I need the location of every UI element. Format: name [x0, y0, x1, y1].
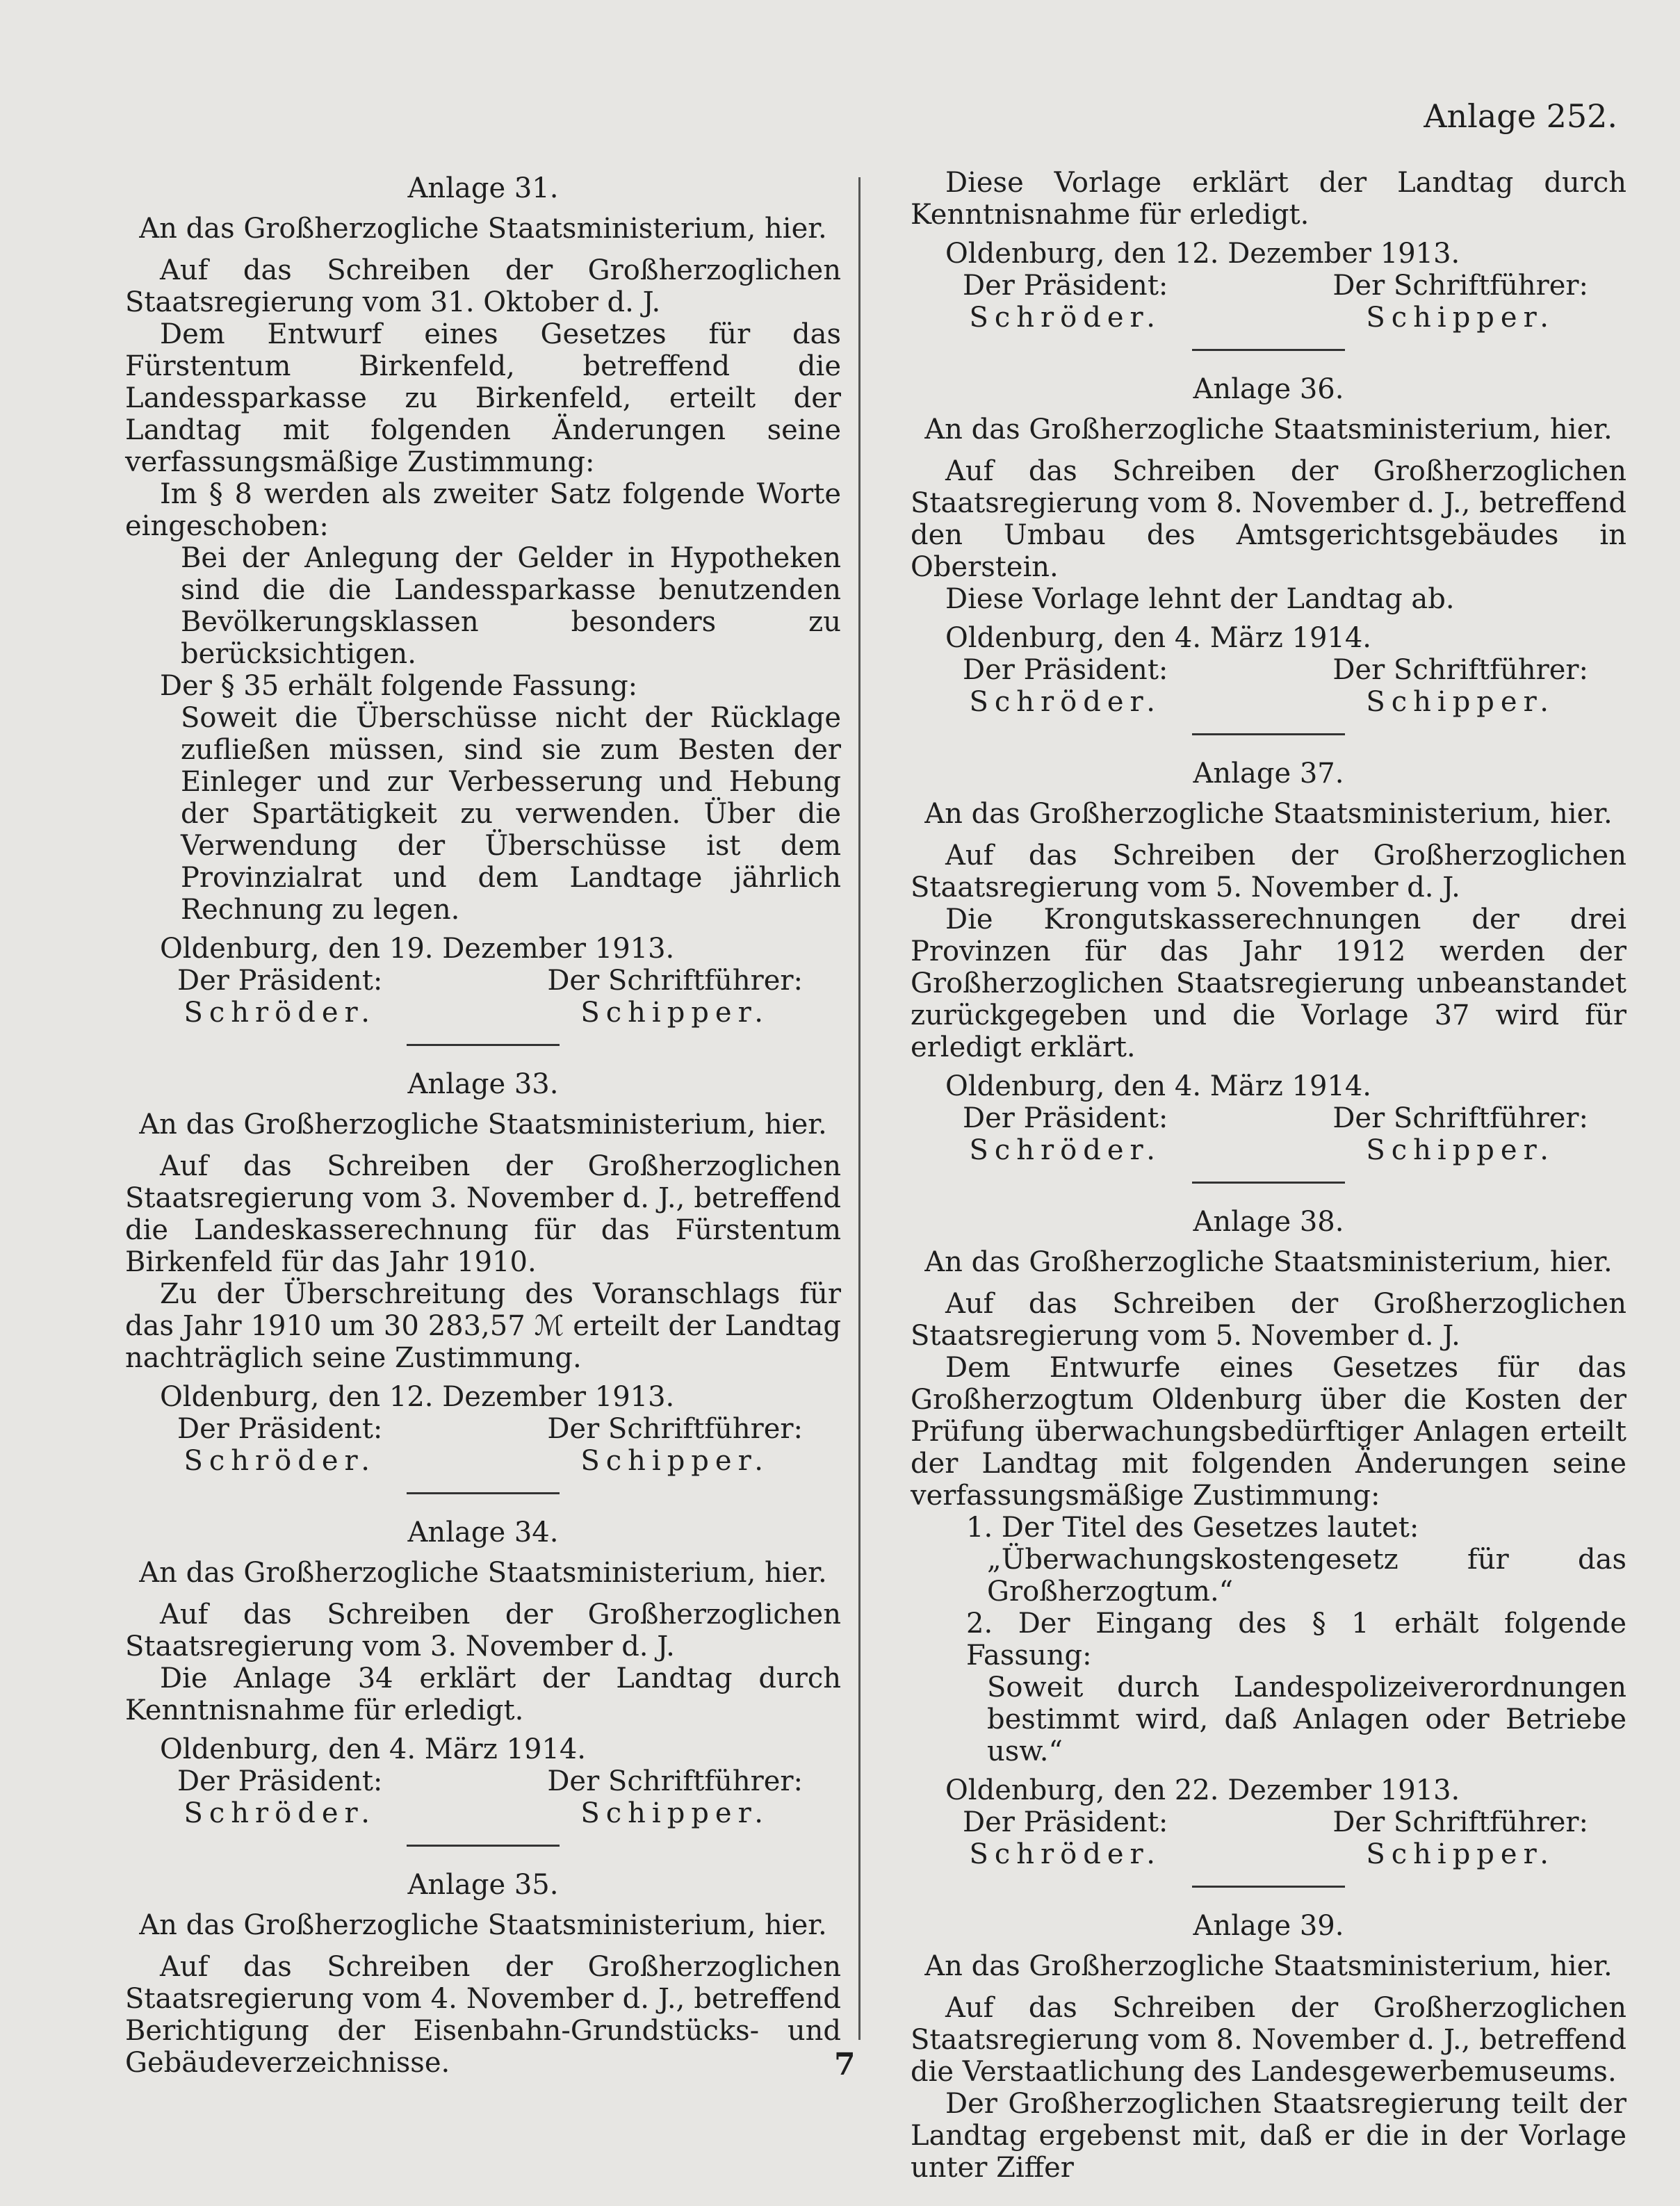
paragraph: Diese Vorlage erklärt der Landtag durch Kenntnisnahme für erledigt.	[911, 167, 1626, 231]
date-line: Oldenburg, den 12. Dezember 1913.	[945, 238, 1460, 270]
addressee: An das Großherzogliche Staatsministerium, hier.	[139, 1557, 827, 1589]
addressee: An das Großherzogliche Staatsministerium, hier.	[924, 1246, 1613, 1278]
page-number: 7	[834, 2047, 856, 2082]
signatures	[911, 654, 1626, 718]
secretary-role: Der Schriftführer:	[1332, 1806, 1588, 1838]
paragraph: Auf das Schreiben der Großherzoglichen Staatsregierung vom 31. Oktober d. J.	[125, 254, 841, 318]
section-title: Anlage 35.	[407, 1869, 559, 1901]
anlage-31	[125, 171, 841, 1029]
section-separator	[407, 1492, 560, 1494]
addressee: An das Großherzogliche Staatsministerium, hier.	[924, 414, 1613, 446]
secretary-role: Der Schriftführer:	[1332, 270, 1588, 302]
anlage-37	[911, 756, 1626, 1166]
president-name: Schröder.	[969, 686, 1161, 718]
president-role: Der Präsident:	[963, 654, 1168, 686]
paragraph: Der § 35 erhält folgende Fassung:	[160, 670, 638, 702]
section-title: Anlage 36.	[1193, 373, 1344, 405]
column-divider	[858, 177, 861, 2040]
list-item-text: Soweit durch Landespolizeiverordnungen bestimmt wird, daß Anlagen oder Betriebe usw.“	[987, 1672, 1626, 1767]
secretary-role: Der Schriftführer:	[547, 1765, 803, 1797]
section-separator	[407, 1845, 560, 1847]
signatures	[911, 270, 1626, 334]
date-line: Oldenburg, den 12. Dezember 1913.	[160, 1381, 675, 1413]
date-line: Oldenburg, den 4. März 1914.	[160, 1733, 587, 1765]
anlage-36	[911, 372, 1626, 718]
secretary-name: Schipper.	[580, 1445, 770, 1477]
president-role: Der Präsident:	[177, 965, 383, 997]
list-item-text: „Überwachungskostengesetz für das Großherzogtum.“	[987, 1544, 1626, 1608]
secretary-role: Der Schriftführer:	[547, 965, 803, 997]
section-title: Anlage 34.	[407, 1517, 559, 1549]
paragraph: Bei der Anlegung der Gelder in Hypotheken sind die die Landessparkasse benutzenden Bevölkerungsklassen besonders zu berücksichtigen.	[181, 542, 841, 670]
list-item: 2. Der Eingang des § 1 erhält folgende Fassung:	[966, 1608, 1626, 1672]
paragraph: Dem Entwurfe eines Gesetzes für das Großherzogtum Oldenburg über die Kosten der Prüfung überwachungsbedürftiger Anlagen erteilt der Landtag mit folgenden Änderungen seine verfassungsmäßige Zustimmung:	[911, 1352, 1626, 1512]
anlage-35	[125, 1868, 841, 2079]
secretary-name: Schipper.	[580, 997, 770, 1029]
paragraph: Die Krongutskasserechnungen der drei Provinzen für das Jahr 1912 werden der Großherzoglichen Staatsregierung unbeanstandet zurückgegeben und die Vorlage 37 wird für erledigt erklärt.	[911, 904, 1626, 1063]
secretary-name: Schipper.	[1366, 1134, 1556, 1166]
addressee: An das Großherzogliche Staatsministerium, hier.	[139, 1909, 827, 1941]
paragraph: Auf das Schreiben der Großherzoglichen Staatsregierung vom 4. November d. J., betreffend Berichtigung der Eisenbahn-Grundstücks- und Gebäudeverzeichnisse.	[125, 1951, 841, 2079]
section-title: Anlage 31.	[407, 172, 559, 204]
secretary-name: Schipper.	[580, 1797, 770, 1829]
addressee: An das Großherzogliche Staatsministerium, hier.	[139, 213, 827, 245]
section-separator	[1192, 1182, 1345, 1184]
addressee: An das Großherzogliche Staatsministerium, hier.	[139, 1109, 827, 1141]
paragraph: Dem Entwurf eines Gesetzes für das Fürstentum Birkenfeld, betreffend die Landessparkasse zu Birkenfeld, erteilt der Landtag mit folgenden Änderungen seine verfassungsmäßige Zustimmung:	[125, 318, 841, 478]
president-name: Schröder.	[969, 1838, 1161, 1870]
paragraph: Zu der Überschreitung des Voranschlags für das Jahr 1910 um 30 283,57 ℳ erteilt der Landtag nachträglich seine Zustimmung.	[125, 1278, 841, 1374]
president-role: Der Präsident:	[963, 270, 1168, 302]
anlage-33	[125, 1067, 841, 1477]
section-title: Anlage 38.	[1193, 1206, 1344, 1238]
secretary-role: Der Schriftführer:	[547, 1413, 803, 1445]
secretary-role: Der Schriftführer:	[1332, 654, 1588, 686]
page-header: Anlage 252.	[1424, 97, 1617, 135]
left-column	[125, 167, 841, 2079]
secretary-name: Schipper.	[1366, 302, 1556, 334]
anlage-38	[911, 1204, 1626, 1870]
anlage-34	[125, 1515, 841, 1829]
president-name: Schröder.	[969, 1134, 1161, 1166]
anlage-39	[911, 1909, 1626, 2184]
paragraph: Auf das Schreiben der Großherzoglichen Staatsregierung vom 5. November d. J.	[911, 840, 1626, 904]
date-line: Oldenburg, den 4. März 1914.	[945, 622, 1372, 654]
paragraph: Der Großherzoglichen Staatsregierung teilt der Landtag ergebenst mit, daß er die in der Vorlage unter Ziffer	[911, 2088, 1626, 2184]
secretary-name: Schipper.	[1366, 1838, 1556, 1870]
section-title: Anlage 39.	[1193, 1910, 1344, 1942]
president-role: Der Präsident:	[963, 1806, 1168, 1838]
signatures	[125, 1765, 841, 1829]
signatures	[125, 1413, 841, 1477]
section-separator	[1192, 733, 1345, 735]
section-title: Anlage 37.	[1193, 758, 1344, 790]
right-column	[911, 167, 1626, 2184]
paragraph: Auf das Schreiben der Großherzoglichen Staatsregierung vom 5. November d. J.	[911, 1288, 1626, 1352]
paragraph: Auf das Schreiben der Großherzoglichen Staatsregierung vom 8. November d. J., betreffend die Verstaatlichung des Landesgewerbemuseums.	[911, 1992, 1626, 2088]
president-role: Der Präsident:	[177, 1413, 383, 1445]
date-line: Oldenburg, den 4. März 1914.	[945, 1070, 1372, 1102]
secretary-name: Schipper.	[1366, 686, 1556, 718]
paragraph: Die Anlage 34 erklärt der Landtag durch Kenntnisnahme für erledigt.	[125, 1662, 841, 1726]
paragraph: Im § 8 werden als zweiter Satz folgende Worte eingeschoben:	[125, 478, 841, 542]
paragraph: Auf das Schreiben der Großherzoglichen Staatsregierung vom 3. November d. J., betreffend die Landeskasserechnung für das Fürstentum Birkenfeld für das Jahr 1910.	[125, 1150, 841, 1278]
signatures	[125, 965, 841, 1029]
date-line: Oldenburg, den 22. Dezember 1913.	[945, 1774, 1460, 1806]
signatures	[911, 1806, 1626, 1870]
paragraph: Diese Vorlage lehnt der Landtag ab.	[945, 583, 1455, 615]
section-separator	[407, 1044, 560, 1046]
president-role: Der Präsident:	[177, 1765, 383, 1797]
addressee: An das Großherzogliche Staatsministerium, hier.	[924, 1950, 1613, 1982]
paragraph: Auf das Schreiben der Großherzoglichen Staatsregierung vom 3. November d. J.	[125, 1599, 841, 1662]
president-name: Schröder.	[184, 997, 376, 1029]
president-role: Der Präsident:	[963, 1102, 1168, 1134]
section-separator	[1192, 1886, 1345, 1888]
section-title: Anlage 33.	[407, 1068, 559, 1100]
anlage-35-continued	[911, 167, 1626, 334]
paragraph: Auf das Schreiben der Großherzoglichen Staatsregierung vom 8. November d. J., betreffend den Umbau des Amtsgerichtsgebäudes in Oberstein.	[911, 455, 1626, 583]
signatures	[911, 1102, 1626, 1166]
secretary-role: Der Schriftführer:	[1332, 1102, 1588, 1134]
list-item: 1. Der Titel des Gesetzes lautet:	[966, 1512, 1419, 1544]
addressee: An das Großherzogliche Staatsministerium, hier.	[924, 798, 1613, 830]
president-name: Schröder.	[969, 302, 1161, 334]
president-name: Schröder.	[184, 1797, 376, 1829]
president-name: Schröder.	[184, 1445, 376, 1477]
date-line: Oldenburg, den 19. Dezember 1913.	[160, 933, 675, 965]
paragraph: Soweit die Überschüsse nicht der Rücklage zufließen müssen, sind sie zum Besten der Einleger und zur Verbesserung und Hebung der Spartätigkeit zu verwenden. Über die Verwendung der Überschüsse ist dem Provinzialrat und dem Landtage jährlich Rechnung zu legen.	[181, 702, 841, 926]
section-separator	[1192, 349, 1345, 351]
